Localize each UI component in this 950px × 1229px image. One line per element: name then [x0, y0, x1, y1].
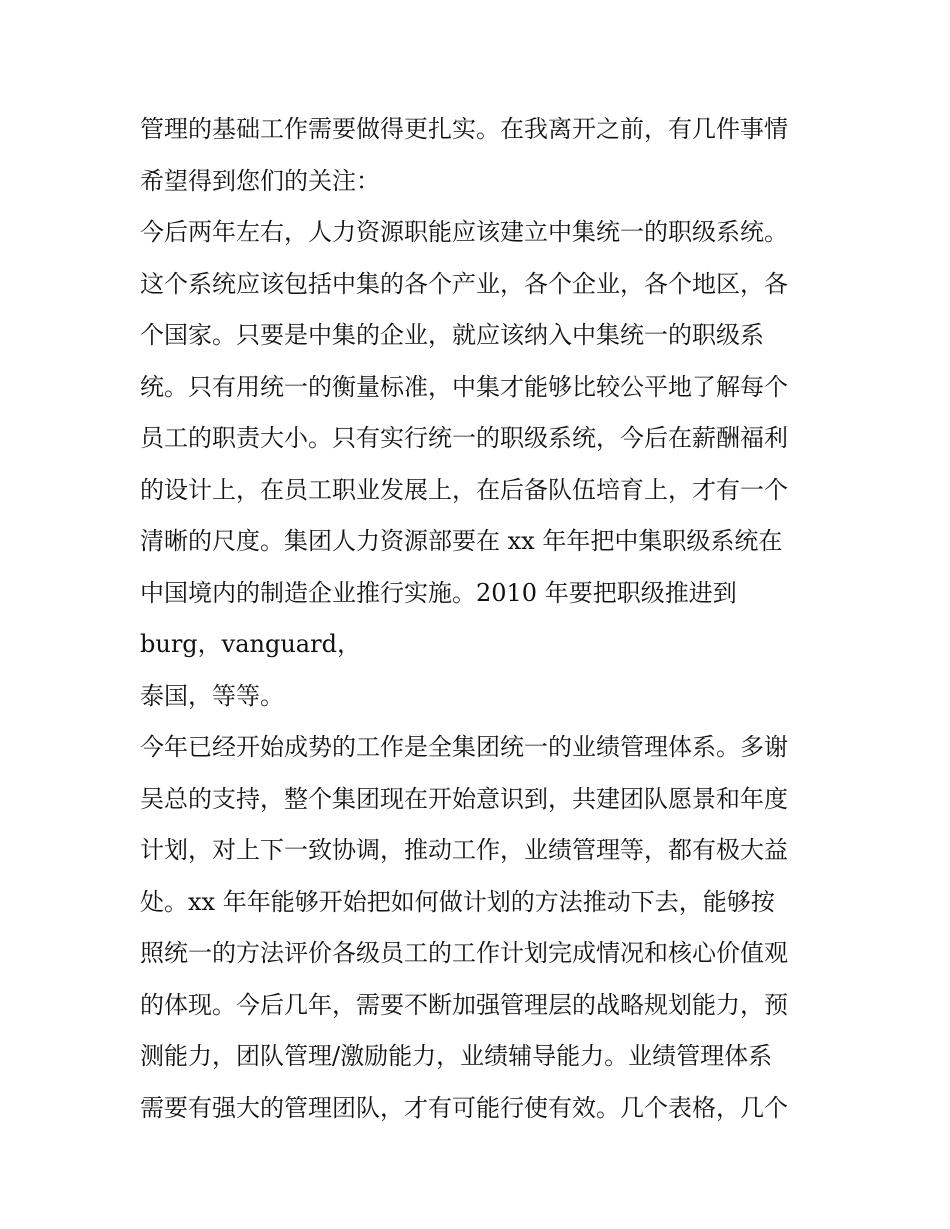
text-line-11: burg，vanguard，	[140, 630, 361, 658]
text-line-15: 计划，对上下一致协调，推动工作，业绩管理等，都有极大益	[140, 836, 788, 864]
text-line-2: 希望得到您们的关注：	[140, 166, 380, 195]
text-line-13: 今年已经开始成势的工作是全集团统一的业绩管理体系。多谢	[140, 733, 788, 761]
text-line-10: 中国境内的制造企业推行实施。2010 年要把职级推进到	[140, 578, 737, 607]
text-line-20: 需要有强大的管理团队，才有可能行使有效。几个表格，几个	[140, 1093, 788, 1122]
text-line-18: 的体现。今后几年，需要不断加强管理层的战略规划能力，预	[140, 990, 788, 1019]
text-line-14: 吴总的支持，整个集团现在开始意识到，共建团队愿景和年度	[140, 784, 788, 813]
text-line-5: 个国家。只要是中集的企业，就应该纳入中集统一的职级系	[140, 321, 764, 349]
text-line-3: 今后两年左右，人力资源职能应该建立中集统一的职级系统。	[140, 218, 788, 246]
text-line-6: 统。只有用统一的衡量标准，中集才能够比较公平地了解每个	[140, 372, 788, 401]
text-line-9: 清晰的尺度。集团人力资源部要在 xx 年年把中集职级系统在	[140, 527, 783, 555]
text-line-12: 泰国，等等。	[140, 681, 284, 710]
document-body	[140, 104, 820, 1134]
text-line-1: 管理的基础工作需要做得更扎实。在我离开之前，有几件事情	[140, 115, 788, 143]
text-line-7: 员工的职责大小。只有实行统一的职级系统，今后在薪酬福利	[140, 424, 788, 452]
text-line-17: 照统一的方法评价各级员工的工作计划完成情况和核心价值观	[140, 939, 788, 967]
text-line-19: 测能力，团队管理/激励能力，业绩辅导能力。业绩管理体系	[140, 1042, 773, 1070]
text-line-4: 这个系统应该包括中集的各个产业，各个企业，各个地区，各	[140, 269, 788, 298]
text-line-8: 的设计上，在员工职业发展上，在后备队伍培育上，才有一个	[140, 475, 788, 504]
text-line-16: 处。xx 年年能够开始把如何做计划的方法推动下去，能够按	[140, 887, 775, 916]
